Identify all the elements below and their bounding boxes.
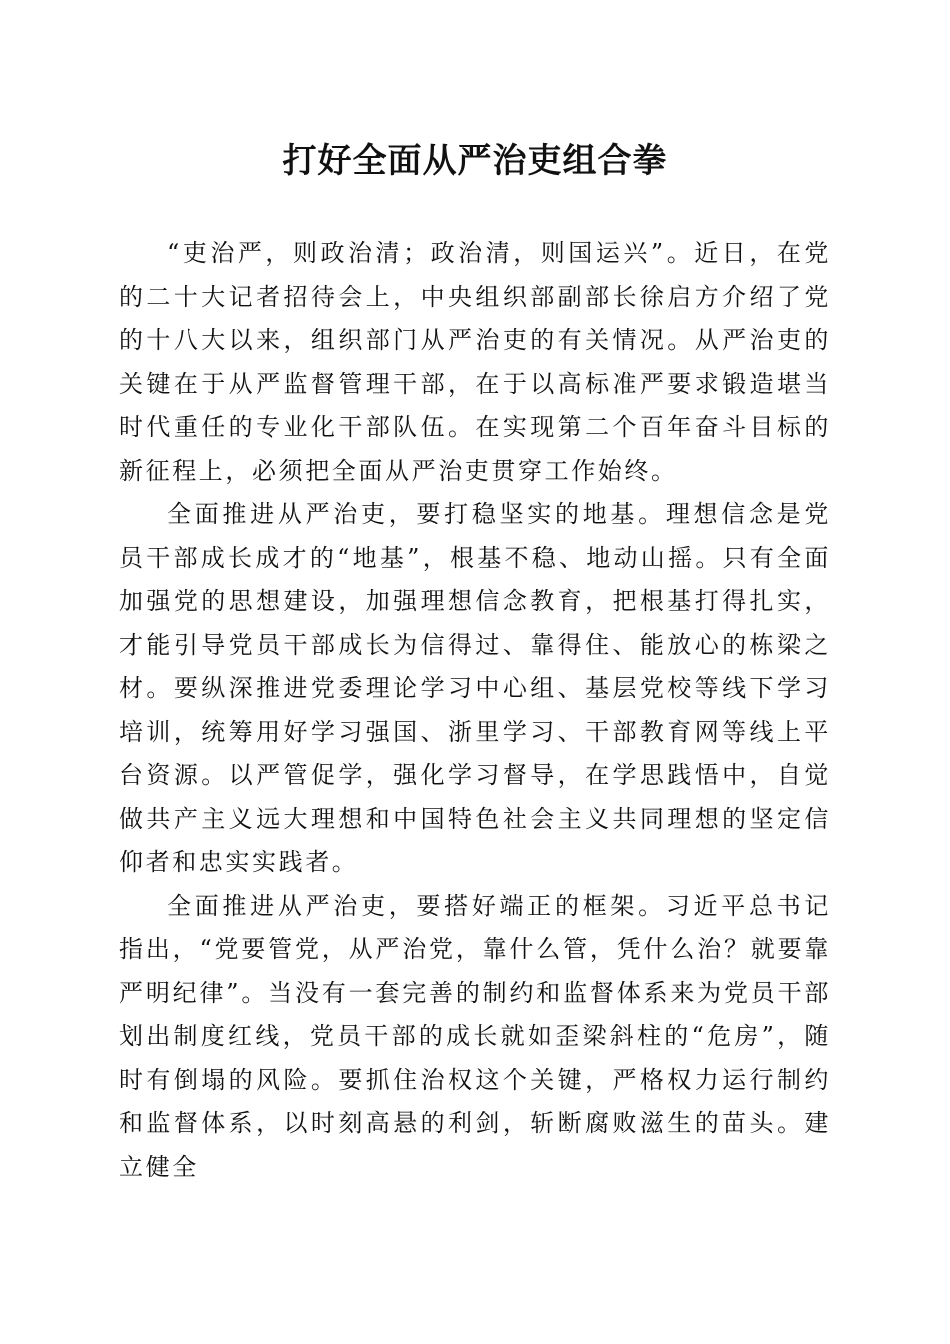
document-body xyxy=(119,232,831,1189)
paragraph-3: 全面推进从严治吏，要搭好端正的框架。习近平总书记指出，“党要管党，从严治党，靠什么管，凭什么治？就要靠严明纪律”。当没有一套完善的制约和监督体系来为党员干部划出制度红线，党员干部的成长就如歪梁斜柱的“危房”，随时有倒塌的风险。要抓住治权这个关键，严格权力运行制约和监督体系，以时刻高悬的利剑，斩断腐败滋生的苗头。建立健全 xyxy=(119,891,831,1181)
paragraph-1: “吏治严，则政治清；政治清，则国运兴”。近日，在党的二十大记者招待会上，中央组织部副部长徐启方介绍了党的十八大以来，组织部门从严治吏的有关情况。从严治吏的关键在于从严监督管理干部，在于以高标准严要求锻造堪当时代重任的专业化干部队伍。在实现第二个百年奋斗目标的新征程上，必须把全面从严治吏贯穿工作始终。 xyxy=(119,239,831,485)
paragraph-2: 全面推进从严治吏，要打稳坚实的地基。理想信念是党员干部成长成才的“地基”，根基不稳、地动山摇。只有全面加强党的思想建设，加强理想信念教育，把根基打得扎实，才能引导党员干部成长为信得过、靠得住、能放心的栋梁之材。要纵深推进党委理论学习中心组、基层党校等线下学习培训，统筹用好学习强国、浙里学习、干部教育网等线上平台资源。以严管促学，强化学习督导，在学思践悟中，自觉做共产主义远大理想和中国特色社会主义共同理想的坚定信仰者和忠实实践者。 xyxy=(119,500,831,876)
document-title: 打好全面从严治吏组合拳 xyxy=(282,141,668,181)
